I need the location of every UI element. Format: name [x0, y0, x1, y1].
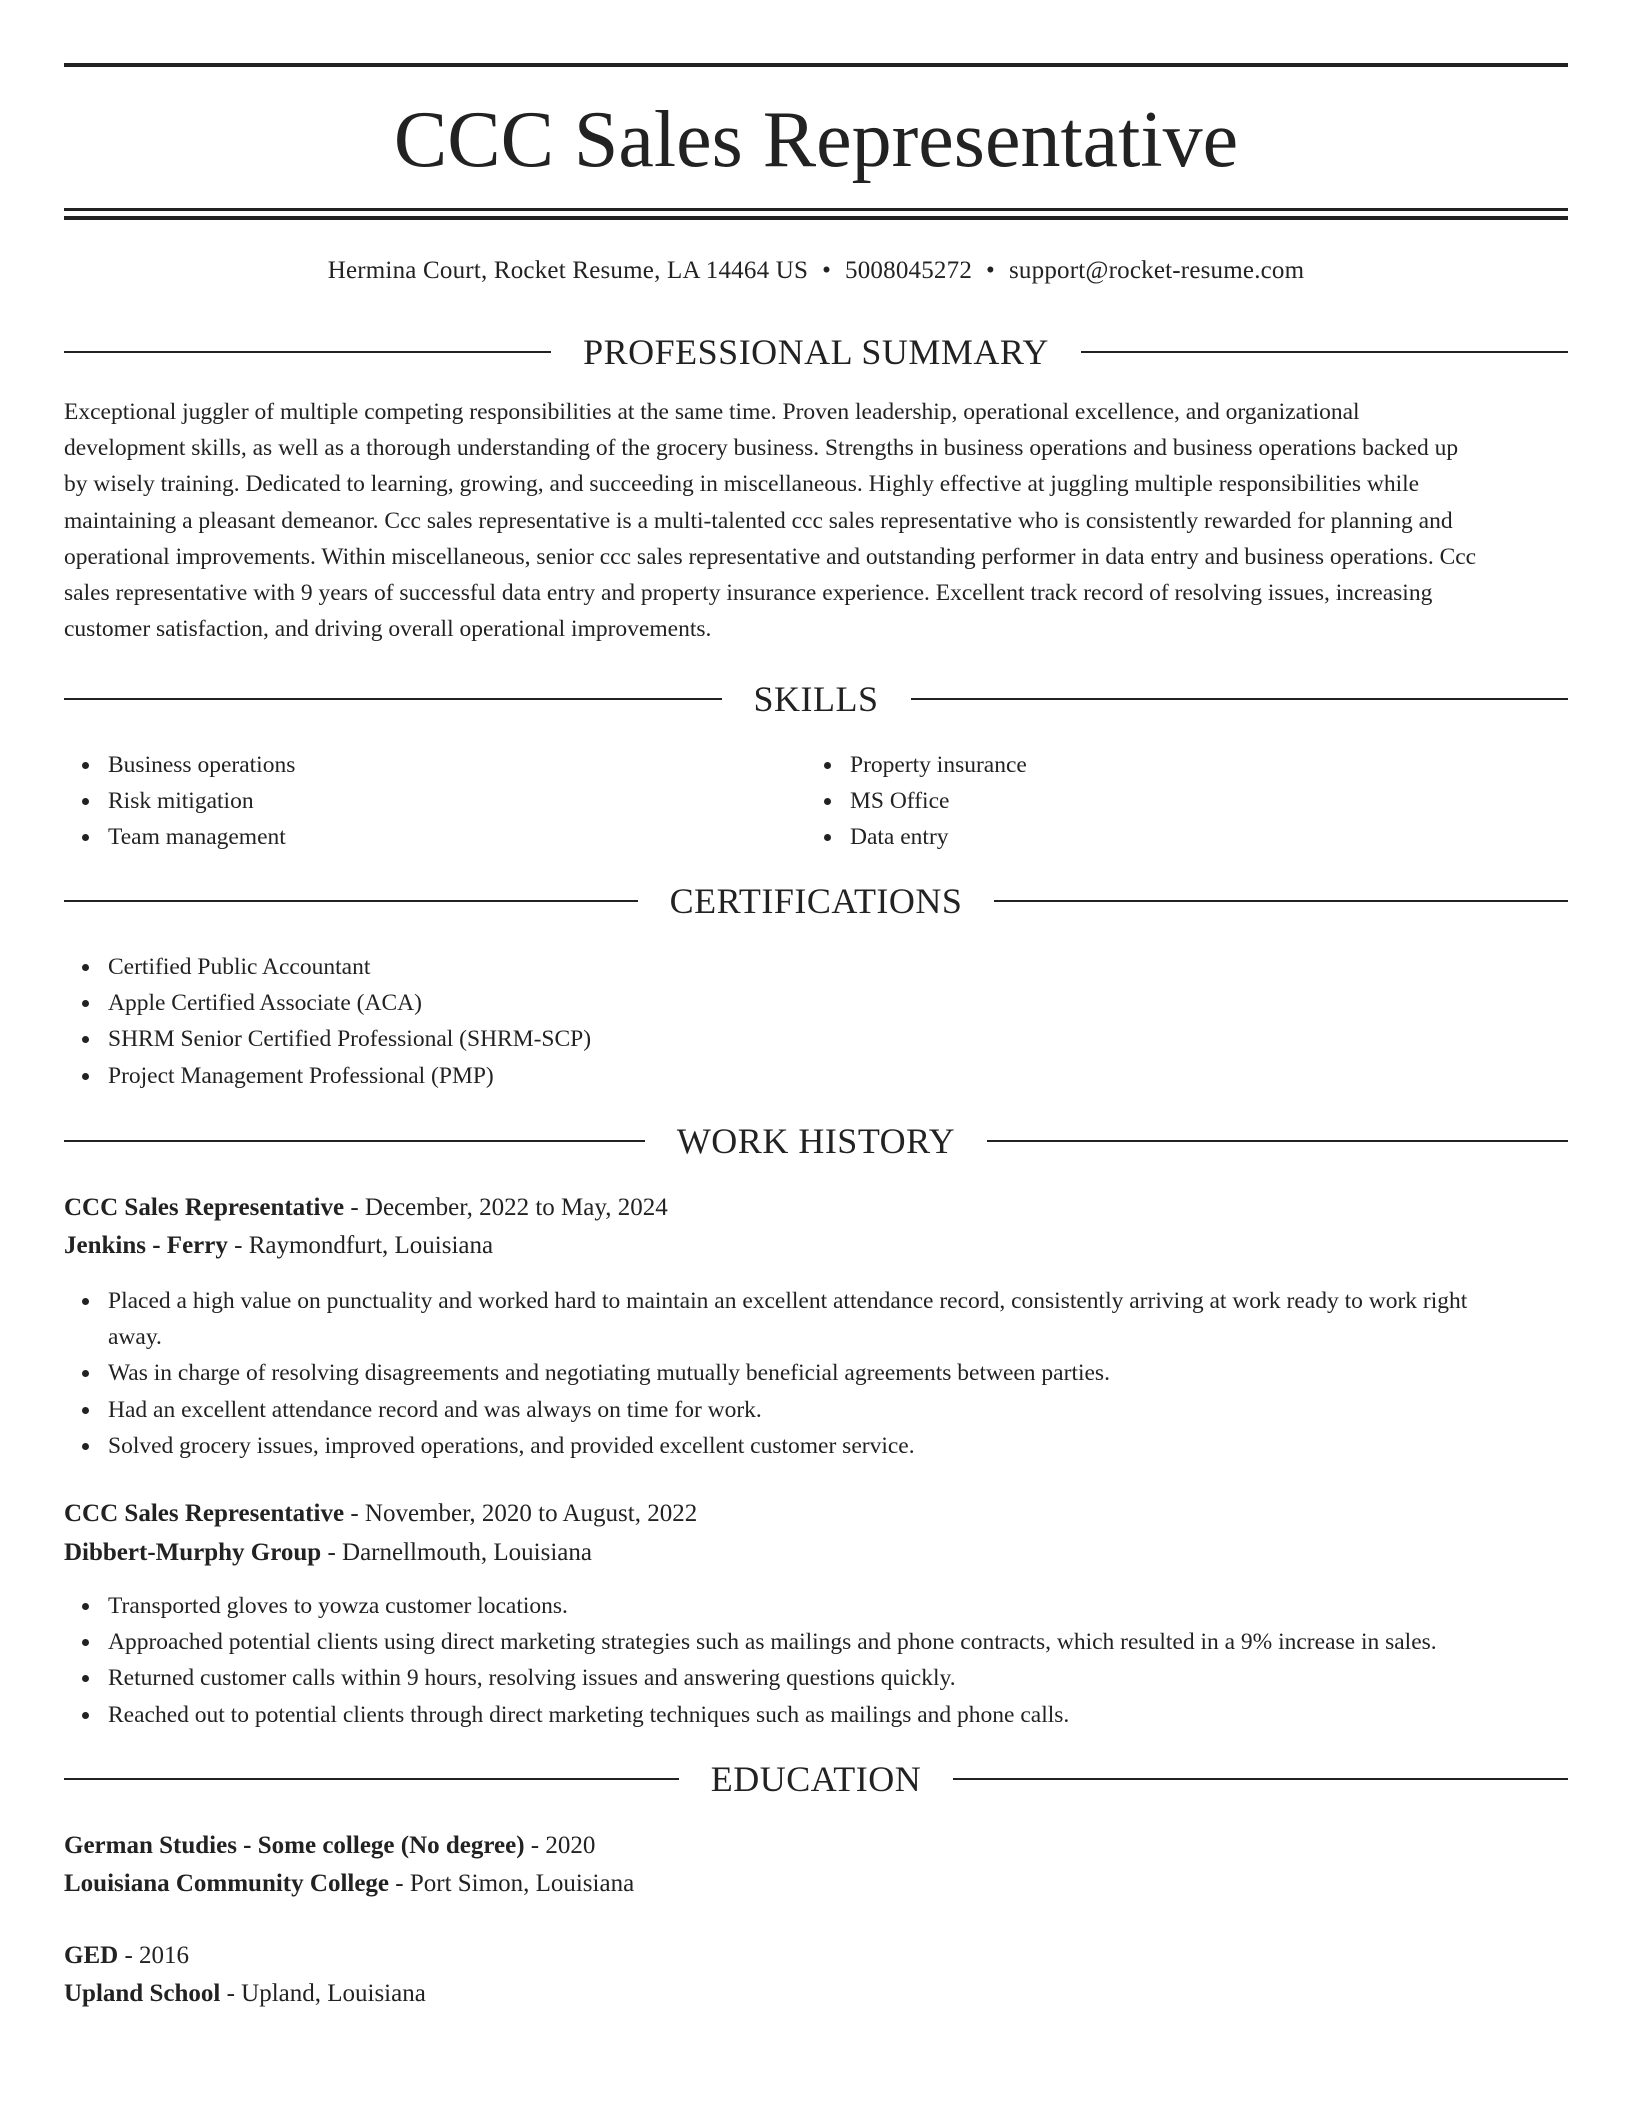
job-location: - Darnellmouth, Louisiana [321, 1539, 592, 1566]
skill-item: MS Office [850, 783, 1027, 819]
heading-rule [987, 1140, 1568, 1142]
skills-list-right [806, 747, 1027, 856]
summary-line: development skills, as well as a thorough understanding of the grocery business. Strengths in business operations and business operations backed up [64, 435, 1459, 462]
certification-item: SHRM Senior Certified Professional (SHRM-SCP) [108, 1021, 591, 1057]
contact-email: support@rocket-resume.com [1008, 257, 1305, 284]
job-bullet: Reached out to potential clients through direct marketing techniques such as mailings and phone calls. [108, 1697, 1568, 1733]
skill-item: Risk mitigation [108, 783, 295, 819]
heading-rule [64, 1778, 679, 1780]
heading-rule [953, 1778, 1568, 1780]
title-rule-upper [64, 208, 1568, 211]
heading-label: PROFESSIONAL SUMMARY [583, 332, 1049, 372]
education-degree-line [64, 1828, 1568, 1864]
job-bullets [64, 1588, 1568, 1733]
job-dates: - November, 2020 to August, 2022 [344, 1500, 698, 1527]
heading-rule [64, 1140, 645, 1142]
contact-line [64, 254, 1568, 288]
heading-label: SKILLS [753, 679, 879, 719]
education-school-line [64, 1866, 1568, 1902]
heading-rule [64, 351, 551, 353]
job-company-line [64, 1535, 1568, 1571]
education-school: Louisiana Community College [64, 1870, 390, 1897]
education-degree: German Studies - Some college (No degree) [64, 1832, 525, 1859]
education-year: - 2020 [524, 1832, 596, 1859]
section-heading-education [64, 1757, 1568, 1801]
heading-rule [64, 698, 722, 700]
contact-separator: • [822, 257, 832, 284]
skills-list-left [64, 747, 295, 856]
job-title: CCC Sales Representative [64, 1194, 345, 1221]
job-company: Jenkins - Ferry [64, 1232, 228, 1259]
certification-item: Certified Public Accountant [108, 949, 591, 985]
education-degree: GED [64, 1942, 119, 1969]
heading-rule [994, 900, 1568, 902]
job-bullet [108, 1283, 1568, 1355]
job-bullet: Had an excellent attendance record and was always on time for work. [108, 1392, 1568, 1428]
heading-label: EDUCATION [710, 1759, 922, 1799]
contact-phone: 5008045272 [845, 257, 973, 284]
section-heading-summary [64, 330, 1568, 374]
education-location: - Port Simon, Louisiana [389, 1870, 635, 1897]
job-location: - Raymondfurt, Louisiana [227, 1232, 494, 1259]
job-bullet-text: away. [108, 1324, 162, 1351]
summary-line: by wisely training. Dedicated to learning, growing, and succeeding in miscellaneous. Highly effective at juggling multiple responsibilities while [64, 471, 1420, 498]
job-dates: - December, 2022 to May, 2024 [344, 1194, 668, 1221]
skill-item: Business operations [108, 747, 295, 783]
title-rule-lower [64, 216, 1568, 220]
job-title-line [64, 1496, 1568, 1532]
job-bullet: Approached potential clients using direct marketing strategies such as mailings and phone contracts, which resulted in a 9% increase in sales. [108, 1624, 1568, 1660]
education-year: - 2016 [118, 1942, 190, 1969]
skill-item: Property insurance [850, 747, 1027, 783]
certification-item: Apple Certified Associate (ACA) [108, 985, 591, 1021]
section-heading-work-history [64, 1119, 1568, 1163]
certification-item: Project Management Professional (PMP) [108, 1058, 591, 1094]
job-bullet: Transported gloves to yowza customer locations. [108, 1588, 1568, 1624]
heading-label: WORK HISTORY [676, 1121, 956, 1161]
top-rule [64, 63, 1568, 67]
job-title: CCC Sales Representative [64, 1500, 345, 1527]
job-bullet: Solved grocery issues, improved operations, and provided excellent customer service. [108, 1428, 1568, 1464]
job-company-line [64, 1228, 1568, 1264]
education-degree-line [64, 1938, 1568, 1974]
certifications-list [64, 949, 591, 1094]
education-location: - Upland, Louisiana [220, 1980, 426, 2007]
heading-rule [64, 900, 638, 902]
resume-title: CCC Sales Representative [393, 96, 1239, 184]
heading-label: CERTIFICATIONS [669, 881, 963, 921]
job-title-line [64, 1190, 1568, 1226]
summary-line: Exceptional juggler of multiple competing responsibilities at the same time. Proven leadership, operational excellence, and organizational [64, 399, 1360, 425]
job-bullet-text: Placed a high value on punctuality and worked hard to maintain an excellent attendance record, consistently arriving at work ready to work right [108, 1288, 1468, 1314]
contact-separator: • [986, 257, 995, 284]
summary-line: sales representative with 9 years of successful data entry and property insurance experience. Excellent track record of resolving issues, increasing [64, 580, 1433, 607]
heading-rule [911, 698, 1569, 700]
section-heading-certifications [64, 879, 1568, 923]
summary-line: maintaining a pleasant demeanor. Ccc sales representative is a multi-talented ccc sales representative who is consistently rewarded for planning and [64, 507, 1453, 534]
skill-item: Team management [108, 819, 295, 855]
job-bullets [64, 1283, 1568, 1464]
job-bullet: Was in charge of resolving disagreements and negotiating mutually beneficial agreements between parties. [108, 1355, 1568, 1391]
section-heading-skills [64, 677, 1568, 721]
job-bullet: Returned customer calls within 9 hours, resolving issues and answering questions quickly. [108, 1660, 1568, 1696]
heading-rule [1081, 351, 1568, 353]
summary-line: customer satisfaction, and driving overall operational improvements. [64, 616, 712, 643]
skill-item: Data entry [850, 819, 1027, 855]
summary-paragraph [64, 394, 1568, 647]
education-school-line [64, 1976, 1568, 2012]
education-school: Upland School [64, 1980, 221, 2007]
summary-line: operational improvements. Within miscellaneous, senior ccc sales representative and outstanding performer in data entry and business operations. Ccc [64, 543, 1477, 570]
job-company: Dibbert-Murphy Group [64, 1539, 322, 1566]
contact-address: Hermina Court, Rocket Resume, LA 14464 US [327, 257, 809, 284]
